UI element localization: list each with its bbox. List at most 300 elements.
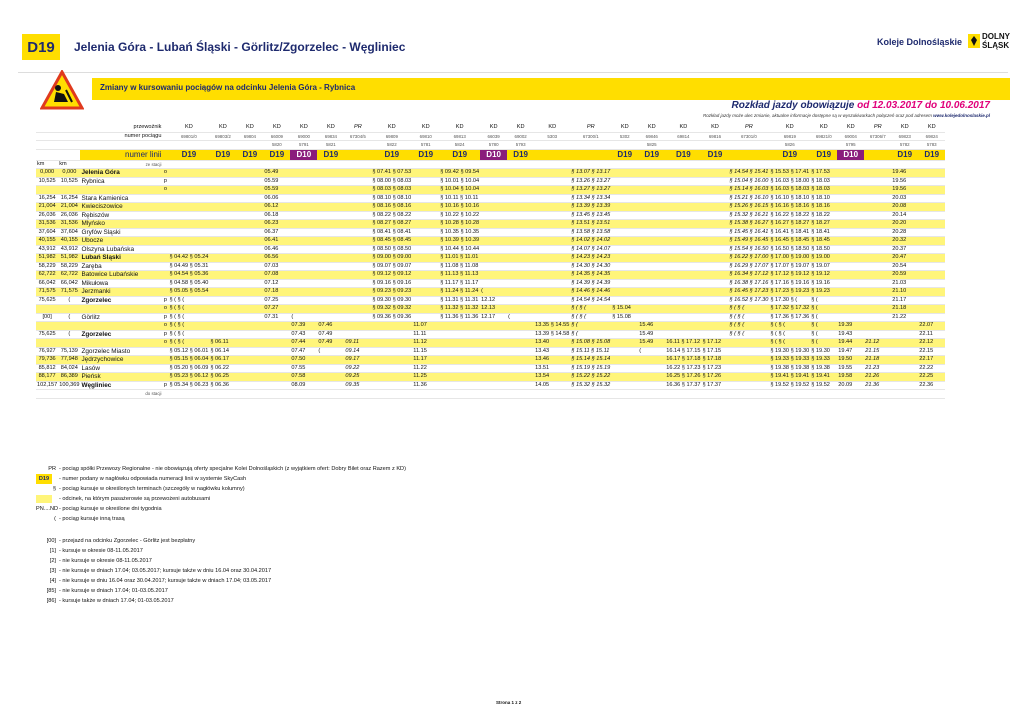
time-cell: § 06.17 [209, 356, 236, 365]
time-cell: 20.28 [891, 228, 918, 237]
train-number2-cell [344, 141, 371, 150]
line-number-cell: D19 [665, 149, 701, 160]
time-cell: § 05.12 § 06.01 [169, 347, 209, 354]
validity-note [703, 113, 990, 118]
time-cell [701, 313, 728, 322]
time-cell: § ( § ( [769, 330, 810, 339]
km-cell: 16,254 [36, 194, 58, 203]
time-cell: § 19.30 § 19.30 [770, 347, 810, 354]
km-cell: 40,155 [36, 237, 58, 246]
legend [36, 464, 596, 606]
time-cell [611, 271, 638, 280]
time-cell [263, 381, 290, 390]
time-cell [864, 262, 891, 271]
timetable-row [36, 347, 945, 356]
time-cell [412, 296, 439, 305]
train-number2-cell: 5795 [837, 141, 864, 150]
time-cell: 20.09 [837, 381, 864, 390]
km-cell: [00] [36, 313, 58, 322]
time-cell: § 15.04 [611, 305, 638, 314]
time-cell [837, 288, 864, 297]
blank-cell [665, 160, 701, 169]
time-cell: § 09.42 § 09.54 [440, 169, 480, 175]
time-cell: § 19.41 § 19.41 [770, 373, 810, 379]
train-number-cell: 5302 [611, 132, 638, 141]
time-cell [168, 177, 209, 186]
time-cell: § 04.54 § 05.36 [169, 271, 209, 277]
train-number-cell: 67306/7 [864, 132, 891, 141]
legend-text: - pociąg kursuje w określonych terminach (szczegóły w nagłówku kolumny) [59, 486, 245, 492]
time-cell [864, 211, 891, 220]
time-cell [918, 186, 945, 195]
time-cell [209, 194, 236, 203]
station-name: Lasów [80, 364, 162, 373]
time-cell: § 18.45 [810, 237, 837, 246]
time-cell: § 13.26 § 13.27 [571, 177, 611, 184]
legend-text: - przejazd na odcinku Zgorzelec - Görlitz jest bezpłatny [59, 538, 196, 544]
timetable-row [36, 305, 945, 314]
validity-range: od 12.03.2017 do 10.06.2017 [857, 100, 990, 111]
line-number-cell [570, 149, 611, 160]
time-cell [638, 279, 665, 288]
time-cell: § 17.53 [810, 169, 837, 178]
time-cell [290, 177, 317, 186]
time-cell [701, 186, 728, 195]
time-cell: 20.08 [891, 203, 918, 212]
blank-cell [36, 141, 58, 150]
time-cell: § 08.16 § 08.16 [372, 203, 412, 209]
time-cell [611, 177, 638, 186]
time-cell: § 18.22 [810, 211, 837, 220]
time-cell [317, 169, 344, 178]
time-cell [290, 186, 317, 195]
time-cell [317, 373, 344, 382]
time-cell [534, 305, 570, 314]
time-cell: § 18.10 [810, 194, 837, 203]
time-cell [507, 381, 534, 390]
time-cell [168, 220, 209, 229]
timetable-row [36, 254, 945, 263]
time-cell [236, 194, 263, 203]
time-cell: § 18.03 [810, 186, 837, 195]
time-cell [344, 220, 371, 229]
arr-dep-marker: o [163, 322, 168, 328]
time-cell [507, 228, 534, 237]
time-cell [209, 245, 236, 254]
timetable-row [36, 177, 945, 186]
km-header-row [36, 160, 945, 169]
time-cell [638, 211, 665, 220]
time-cell [864, 279, 891, 288]
time-cell: § 16.45 § 17.23 [729, 288, 769, 294]
legend-text: - kursuje w okresie 08-11.05.2017 [59, 548, 143, 554]
time-cell: 22.22 [918, 364, 945, 373]
time-cell: 06.37 [263, 228, 290, 237]
time-cell: § ( § ( [570, 305, 611, 314]
time-cell: 22.36 [918, 381, 945, 390]
carrier-cell: KD [371, 124, 412, 132]
time-cell [168, 203, 209, 212]
train-number2-cell [665, 141, 701, 150]
time-cell: 12.12 [480, 296, 507, 305]
time-cell [891, 373, 918, 382]
time-cell [412, 288, 439, 297]
timetable-row [36, 313, 945, 322]
time-cell: 15.46 [638, 322, 665, 331]
time-cell [236, 381, 263, 390]
time-cell: § 15.45 § 16.41 [729, 228, 769, 235]
km-cell: 79,736 [36, 356, 58, 365]
time-cell [918, 228, 945, 237]
time-cell [439, 381, 480, 390]
time-cell [728, 381, 769, 390]
time-cell [665, 177, 701, 186]
train-number-row [36, 132, 945, 141]
time-cell [611, 364, 638, 373]
time-cell: § 11.36 § 11.36 [440, 313, 479, 320]
time-cell [701, 203, 728, 212]
blank-cell [36, 390, 58, 399]
carrier-cell: PR [728, 124, 769, 132]
train-number-cell: 69000 [290, 132, 317, 141]
time-cell [891, 364, 918, 373]
carrier-cell: KD [412, 124, 439, 132]
time-cell [209, 177, 236, 186]
legend-item [36, 586, 596, 596]
time-cell [665, 220, 701, 229]
time-cell [209, 186, 236, 195]
train-number-cell: 69846 [638, 132, 665, 141]
time-cell [891, 322, 918, 331]
time-cell: § ( § ( [728, 305, 769, 314]
time-cell [236, 364, 263, 373]
time-cell: 20.03 [891, 194, 918, 203]
time-cell [317, 364, 344, 373]
time-cell [611, 203, 638, 212]
legend-text: - nie kursuje w dniu 16.04 oraz 30.04.2017; kursuje także w dniach 17.04; 03.05.2017 [59, 578, 272, 584]
time-cell [507, 245, 534, 254]
time-cell: 21.18 [891, 305, 918, 314]
blank-cell [570, 390, 611, 399]
km-cell: ( [58, 296, 80, 305]
time-cell [507, 322, 534, 331]
legend-item [36, 464, 596, 474]
km-cell [36, 305, 58, 314]
time-cell [236, 322, 263, 331]
logo-text: DOLNY ŚLĄSK [982, 32, 1010, 50]
time-cell [507, 177, 534, 186]
km-cell: 21,004 [36, 203, 58, 212]
time-cell [701, 296, 728, 305]
time-cell: § 11.32 § 11.32 [440, 305, 479, 311]
blank-cell [769, 390, 810, 399]
legend-item [36, 596, 596, 606]
time-cell: § 09.30 § 09.30 [372, 296, 412, 303]
time-cell [611, 279, 638, 288]
time-cell [439, 322, 480, 331]
line-badge: D19 [22, 34, 60, 60]
blank-cell [534, 390, 570, 399]
km-cell: 26,036 [58, 211, 80, 220]
time-cell [837, 220, 864, 229]
time-cell [701, 220, 728, 229]
legend-item [36, 494, 596, 504]
time-cell: § 10.39 § 10.39 [440, 237, 480, 243]
time-cell [837, 211, 864, 220]
time-cell: § 19.00 [810, 254, 837, 263]
km-cell: 62,722 [58, 271, 80, 280]
train-number2-cell: 5783 [918, 141, 945, 150]
time-cell [507, 373, 534, 382]
time-cell [534, 220, 570, 229]
time-cell [344, 271, 371, 280]
time-cell [480, 194, 507, 203]
time-cell [209, 254, 236, 263]
train-number2-cell [209, 141, 236, 150]
km-cell: 86,389 [58, 373, 80, 382]
time-cell: § ( [810, 330, 837, 339]
time-cell: 22.07 [918, 322, 945, 331]
time-cell: 06.23 [263, 220, 290, 229]
time-cell [534, 194, 570, 203]
time-cell: 06.12 [263, 203, 290, 212]
time-cell [412, 279, 439, 288]
time-cell [507, 194, 534, 203]
time-cell [507, 262, 534, 271]
time-cell: § 19.07 [810, 262, 837, 271]
time-cell [507, 330, 534, 339]
line-number-cell: D19 [439, 149, 480, 160]
time-cell [534, 271, 570, 280]
time-cell [412, 313, 439, 322]
eagle-icon [968, 34, 980, 48]
time-cell [344, 245, 371, 254]
time-cell [837, 305, 864, 314]
time-cell [236, 271, 263, 280]
time-cell [864, 220, 891, 229]
time-cell [728, 373, 769, 382]
time-cell [918, 177, 945, 186]
time-cell [290, 237, 317, 246]
time-cell: 19.46 [891, 169, 918, 178]
train-number-cell: 69816 [701, 132, 728, 141]
website-link[interactable]: www.kolejedolnoslaskie.pl [933, 113, 990, 118]
time-cell [611, 339, 638, 348]
station-name: Mikułowa [80, 279, 162, 288]
time-cell [864, 177, 891, 186]
time-cell: 06.06 [263, 194, 290, 203]
time-cell: § 09.16 § 09.16 [372, 279, 412, 286]
carrier-cell: KD [290, 124, 317, 132]
carrier-cell: KD [534, 124, 570, 132]
time-cell: § 19.41 [810, 373, 837, 382]
time-cell [665, 330, 701, 339]
station-name: Węgliniec [80, 381, 162, 390]
time-cell [209, 322, 236, 331]
time-cell [236, 211, 263, 220]
km-cell: 0,000 [58, 169, 80, 178]
roadwork-warning-icon [40, 70, 84, 110]
train-number2-cell: 5780 [480, 141, 507, 150]
time-cell [209, 220, 236, 229]
time-cell [638, 254, 665, 263]
time-cell: § 16.10 § 18.10 [770, 194, 810, 201]
blank-cell [344, 160, 371, 169]
carrier-cell: PR [864, 124, 891, 132]
time-cell [638, 271, 665, 280]
carrier-cell: KD [507, 124, 534, 132]
line-number-cell: D19 [412, 149, 439, 160]
legend-item [36, 474, 596, 484]
time-cell [837, 186, 864, 195]
km-cell: 62,722 [36, 271, 58, 280]
time-cell [665, 305, 701, 314]
time-cell: § 04.49 § 05.31 [169, 262, 209, 269]
time-cell [638, 220, 665, 229]
time-cell [638, 262, 665, 271]
train-number2-cell: 5826 [769, 141, 810, 150]
time-cell [665, 254, 701, 263]
time-cell [701, 271, 728, 280]
time-cell [611, 254, 638, 263]
time-cell [209, 211, 236, 220]
time-cell [507, 169, 534, 178]
km-cell: ( [58, 330, 80, 339]
time-cell: § 09.23 § 09.23 [372, 288, 412, 294]
time-cell: § 14.07 § 14.07 [571, 245, 611, 252]
time-cell: § 08.03 § 08.03 [372, 186, 412, 192]
blank-cell [36, 124, 58, 132]
time-cell: 21.26 [864, 373, 891, 382]
blank-cell [317, 390, 344, 399]
time-cell [864, 245, 891, 254]
arr-dep-marker: o [163, 339, 168, 345]
km-cell: 16,254 [58, 194, 80, 203]
train-number-cell: 69804 [236, 132, 263, 141]
time-cell: § 16.38 § 17.16 [729, 279, 769, 286]
legend-text: - pociąg kursuje inną trasą [59, 516, 125, 522]
time-cell: 20.14 [891, 211, 918, 220]
notice-text: Zmiany w kursowaniu pociągów na odcinku Jelenia Góra - Rybnica [100, 83, 356, 92]
carrier-cell: KD [810, 124, 837, 132]
time-cell: 16.11 § 17.12 [666, 339, 701, 345]
blank-cell [263, 160, 290, 169]
time-cell: 19.58 [837, 373, 864, 382]
time-cell [611, 237, 638, 246]
km-cell: 75,625 [36, 296, 58, 305]
km-cell: 71,575 [36, 288, 58, 297]
time-cell: 13.54 [534, 373, 570, 382]
time-cell [728, 364, 769, 373]
carrier-row [36, 124, 945, 132]
time-cell: 07.58 [290, 373, 317, 382]
blank-cell [810, 160, 837, 169]
time-cell [611, 322, 638, 331]
time-cell [439, 373, 480, 382]
time-cell: 21.18 [864, 356, 891, 365]
blank-cell [58, 141, 80, 150]
time-cell: 19.50 [837, 356, 864, 365]
km-cell: 51,982 [36, 254, 58, 263]
time-cell [638, 203, 665, 212]
time-cell [209, 288, 236, 297]
time-cell [236, 288, 263, 297]
time-cell: 11.22 [412, 364, 439, 373]
time-cell: § 17.07 § 19.07 [770, 262, 810, 269]
notice-banner [92, 78, 1010, 100]
legend-text: - nie kursuje w dniach 17.04; 03.05.2017; kursuje także w dniu 16.04 oraz 30.04.2017 [59, 568, 272, 574]
time-cell: § 08.45 § 08.45 [372, 237, 412, 243]
time-cell: § 15.22 § 15.22 [571, 373, 611, 379]
time-cell [611, 211, 638, 220]
arr-dep-marker: p [163, 313, 168, 320]
validity-label: Rozkład jazdy obowiązuje [731, 100, 855, 111]
blank-cell [701, 390, 728, 399]
time-cell [209, 330, 236, 339]
time-cell: § 16.03 § 18.00 [770, 177, 810, 184]
time-cell [412, 177, 439, 186]
time-cell [317, 381, 344, 390]
time-cell: 13.51 [534, 364, 570, 373]
time-cell: § 14.46 § 14.46 [571, 288, 611, 294]
blank-cell [58, 124, 80, 132]
time-cell: 19.43 [837, 330, 864, 339]
time-cell [480, 228, 507, 237]
time-cell: § 06.14 [209, 347, 236, 356]
train-number2-cell [611, 141, 638, 150]
km-cell: 31,536 [36, 220, 58, 229]
page-header [18, 24, 1008, 73]
time-cell [480, 347, 507, 356]
time-cell [344, 177, 371, 186]
time-cell: § ( § ( [168, 313, 209, 322]
time-cell [209, 262, 236, 271]
time-cell: § 17.15 [701, 347, 728, 356]
time-cell [534, 288, 570, 297]
time-cell [665, 211, 701, 220]
time-cell: § 19.33 § 19.33 [770, 356, 810, 362]
time-cell: § 19.38 [810, 364, 837, 373]
time-cell [534, 262, 570, 271]
km-cell [58, 186, 80, 195]
blank-cell [344, 390, 371, 399]
time-cell [480, 330, 507, 339]
station-name: Zgorzelec [80, 330, 162, 339]
time-cell [412, 245, 439, 254]
train-number2-cell: 5793 [507, 141, 534, 150]
legend-key: § [52, 486, 56, 492]
time-cell: § 10.22 § 10.22 [440, 211, 480, 218]
km-cell: 37,604 [36, 228, 58, 237]
legend-text: - pociąg kursuje w określone dni tygodnia [59, 506, 162, 512]
time-cell: § 17.26 [701, 373, 728, 382]
blank-cell [36, 149, 58, 160]
km-cell: 26,036 [36, 211, 58, 220]
time-cell: 20.32 [891, 237, 918, 246]
blank-cell [611, 160, 638, 169]
arr-dep-marker: o [163, 186, 168, 192]
blank-cell [701, 160, 728, 169]
blank-cell [480, 160, 507, 169]
legend-item [36, 536, 596, 546]
time-cell [701, 262, 728, 271]
time-cell: § 14.23 § 14.23 [571, 254, 611, 260]
time-cell: § 15.19 § 15.19 [571, 364, 611, 371]
time-cell: § ( [570, 330, 611, 339]
time-cell: 05.59 [263, 186, 290, 195]
time-cell: 16.17 § 17.18 [666, 356, 701, 362]
time-cell [665, 245, 701, 254]
